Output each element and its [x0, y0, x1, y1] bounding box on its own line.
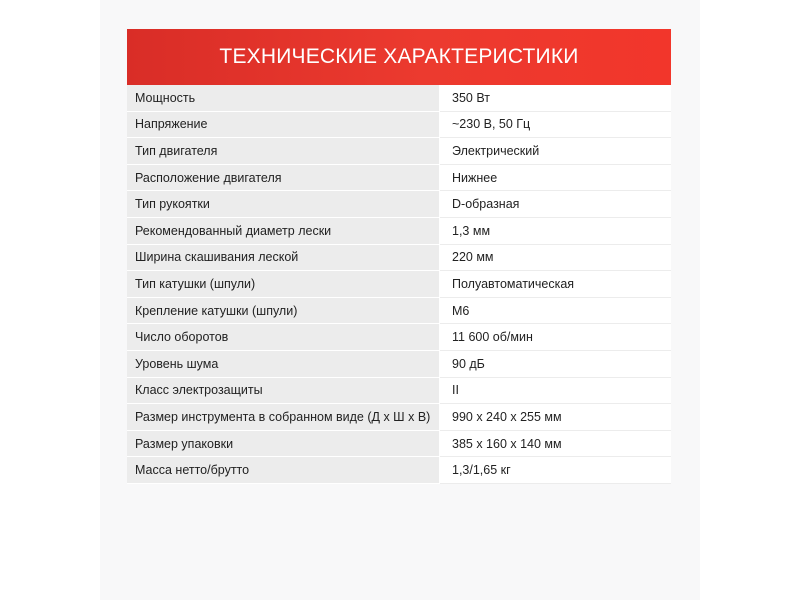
table-row [127, 164, 671, 191]
table-row [127, 430, 671, 457]
spec-value: 11 600 об/мин [440, 324, 672, 351]
spec-value: 90 дБ [440, 350, 672, 377]
spec-label: Расположение двигателя [127, 164, 440, 191]
spec-value: 385 х 160 х 140 мм [440, 430, 672, 457]
spec-label: Тип двигателя [127, 138, 440, 165]
spec-value: ~230 В, 50 Гц [440, 111, 672, 138]
spec-label: Тип катушки (шпули) [127, 271, 440, 298]
spec-value: 990 х 240 х 255 мм [440, 404, 672, 431]
spec-value: Нижнее [440, 164, 672, 191]
table-row [127, 404, 671, 431]
spec-value: II [440, 377, 672, 404]
table-row [127, 191, 671, 218]
spec-value: D-образная [440, 191, 672, 218]
spec-label: Уровень шума [127, 350, 440, 377]
table-row [127, 85, 671, 111]
specifications-title: ТЕХНИЧЕСКИЕ ХАРАКТЕРИСТИКИ [219, 45, 579, 68]
table-row [127, 138, 671, 165]
spec-value: 1,3 мм [440, 217, 672, 244]
table-row [127, 217, 671, 244]
spec-label: Напряжение [127, 111, 440, 138]
spec-label: Ширина скашивания леской [127, 244, 440, 271]
spec-label: Тип рукоятки [127, 191, 440, 218]
spec-value: М6 [440, 297, 672, 324]
specifications-header [127, 29, 671, 85]
spec-label: Мощность [127, 85, 440, 111]
table-row [127, 297, 671, 324]
table-row [127, 111, 671, 138]
table-row [127, 350, 671, 377]
spec-value: 350 Вт [440, 85, 672, 111]
spec-label: Крепление катушки (шпули) [127, 297, 440, 324]
specifications-card [127, 29, 671, 484]
table-row [127, 271, 671, 298]
spec-label: Рекомендованный диаметр лески [127, 217, 440, 244]
table-row [127, 324, 671, 351]
table-row [127, 244, 671, 271]
spec-value: Электрический [440, 138, 672, 165]
spec-value: Полуавтоматическая [440, 271, 672, 298]
spec-label: Размер инструмента в собранном виде (Д х Ш х В) [127, 404, 440, 431]
table-row [127, 457, 671, 484]
spec-label: Класс электрозащиты [127, 377, 440, 404]
spec-label: Размер упаковки [127, 430, 440, 457]
spec-value: 1,3/1,65 кг [440, 457, 672, 484]
spec-label: Число оборотов [127, 324, 440, 351]
spec-label: Масса нетто/брутто [127, 457, 440, 484]
spec-value: 220 мм [440, 244, 672, 271]
table-row [127, 377, 671, 404]
specifications-table [127, 85, 671, 484]
